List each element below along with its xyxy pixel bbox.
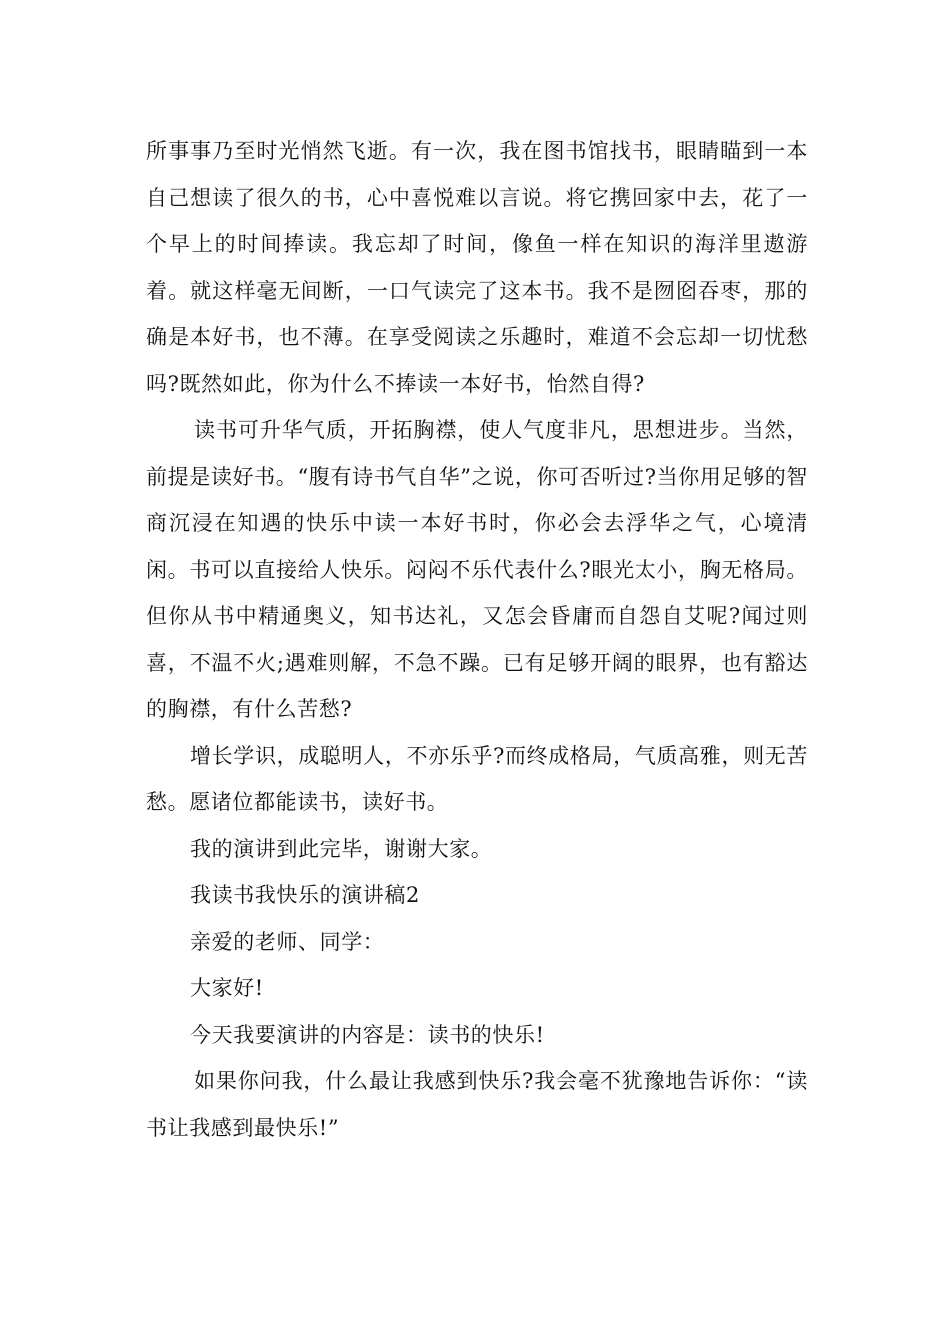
paragraph-knowledge: 增长学识，成聪明人，不亦乐乎?而终成格局，气质高雅，则无苦愁。愿诸位都能读书，读好书。 [146,743,808,814]
paragraph-topic: 今天我要演讲的内容是：读书的快乐! [190,1022,545,1047]
document-body [146,128,808,1151]
speech-title: 我读书我快乐的演讲稿2 [190,883,420,907]
paragraph-temperament: 读书可升华气质，开拓胸襟，使人气度非凡，思想进步。当然，前提是读好书。“腹有诗书气自华”之说，你可否听过?当你用足够的智商沉浸在知遇的快乐中读一本好书时，你必会去浮华之气，心境清闲。书可以直接给人快乐。闷闷不乐代表什么?眼光太小，胸无格局。但你从书中精通奥义，知书达礼，又怎会昏庸而自怨自艾呢?闻过则喜，不温不火;遇难则解，不急不躁。已有足够开阔的眼界，也有豁达的胸襟，有什么苦愁? [146,418,808,721]
paragraph-continuation: 所事事乃至时光悄然飞逝。有一次，我在图书馆找书，眼睛瞄到一本自己想读了很久的书，心中喜悦难以言说。将它携回家中去，花了一个早上的时间捧读。我忘却了时间，像鱼一样在知识的海洋里遨游着。就这样毫无间断，一口气读完了这本书。我不是囫囵吞枣，那的确是本好书，也不薄。在享受阅读之乐趣时，难道不会忘却一切忧愁吗?既然如此，你为什么不捧读一本好书，怡然自得? [146,139,808,396]
greeting: 大家好! [190,976,264,1000]
paragraph-closing: 我的演讲到此完毕，谢谢大家。 [190,836,493,861]
paragraph-question: 如果你问我，什么最让我感到快乐?我会毫不犹豫地告诉你：“读书让我感到最快乐!” [146,1069,808,1140]
salutation: 亲爱的老师、同学： [190,929,385,954]
